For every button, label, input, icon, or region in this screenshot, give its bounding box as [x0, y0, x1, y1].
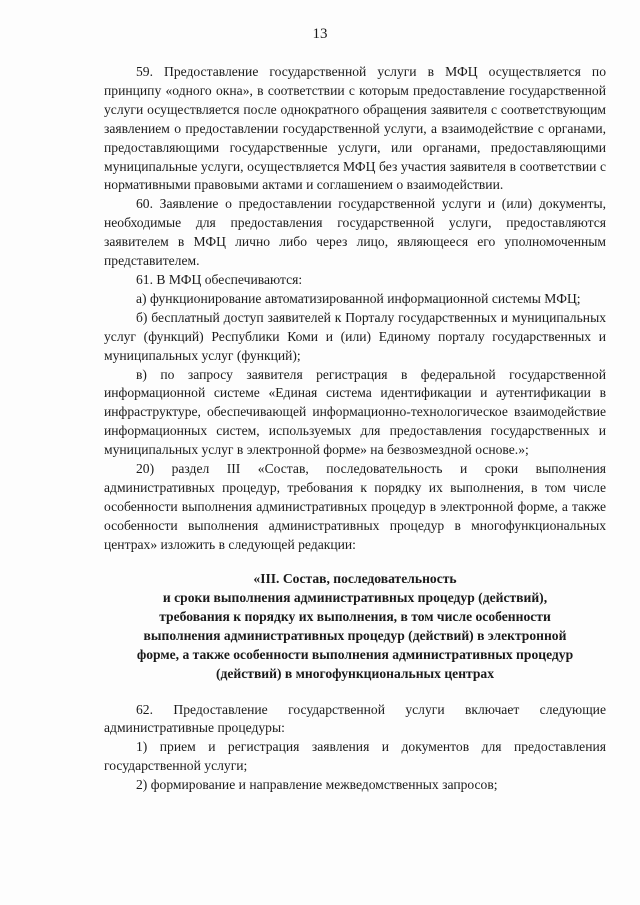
- section-heading-line: и сроки выполнения административных процедур (действий),: [162, 589, 548, 605]
- paragraph-61-v: в) по запросу заявителя регистрация в федеральной государственной информационной системе «Единая система идентификации и аутентификации в инфраструктуре, обеспечивающей информационно-технологическое взаимодействие информационных систем, используемых для предоставления государственных и муниципальных услуг в электронной форме» на безвозмездной основе.»;: [104, 366, 606, 458]
- document-body: [104, 63, 606, 795]
- paragraph-62-2: 2) формирование и направление межведомственных запросов;: [136, 777, 498, 793]
- section-heading-line: выполнения административных процедур (действий) в электронной: [143, 627, 567, 643]
- section-heading-line: требования к порядку их выполнения, в том числе особенности: [159, 608, 551, 624]
- paragraph-60: 60. Заявление о предоставлении государственной услуги и (или) документы, необходимые для предоставления государственной услуги, предоставляются заявителем в МФЦ лично либо через лицо, являющееся его уполномоченным представителем.: [104, 196, 606, 269]
- section-heading-line: (действий) в многофункциональных центрах: [215, 665, 495, 681]
- paragraph-62-1: 1) прием и регистрация заявления и документов для предоставления государственной услуги;: [104, 739, 606, 774]
- paragraph-20: 20) раздел III «Состав, последовательность и сроки выполнения административных процедур, требования к порядку их выполнения, в том числе особенности выполнения административных процедур в электронной форме, а также особенности выполнения административных процедур в многофункциональных центрах» изложить в следующей редакции:: [104, 461, 606, 552]
- paragraph-62: 62. Предоставление государственной услуги включает следующие административные процедуры:: [104, 701, 606, 736]
- page-number: 13: [312, 26, 328, 42]
- section-heading-line: форме, а также особенности выполнения административных процедур: [136, 646, 574, 662]
- paragraph-59: 59. Предоставление государственной услуги в МФЦ осуществляется по принципу «одного окна», в соответствии с которым предоставление государственной услуги осуществляется после однократного обращения заявителя с соответствующим заявлением о предоставлении государственной услуги, а взаимодействие с органами, предоставляющими государственные услуги, или органами, предоставляющими муниципальные услуги, осуществляется МФЦ без участия заявителя в соответствии с нормативными правовыми актами и соглашением о взаимодействии.: [104, 64, 606, 193]
- section-heading: [104, 569, 606, 683]
- section-heading-line: «III. Состав, последовательность: [253, 570, 457, 586]
- paragraph-61-b: б) бесплатный доступ заявителей к Порталу государственных и муниципальных услуг (функций) Республики Коми и (или) Единому порталу государственных и муниципальных услуг (функций);: [104, 309, 606, 363]
- paragraph-61-a: а) функционирование автоматизированной информационной системы МФЦ;: [136, 290, 581, 306]
- paragraph-61: 61. В МФЦ обеспечиваются:: [136, 271, 303, 287]
